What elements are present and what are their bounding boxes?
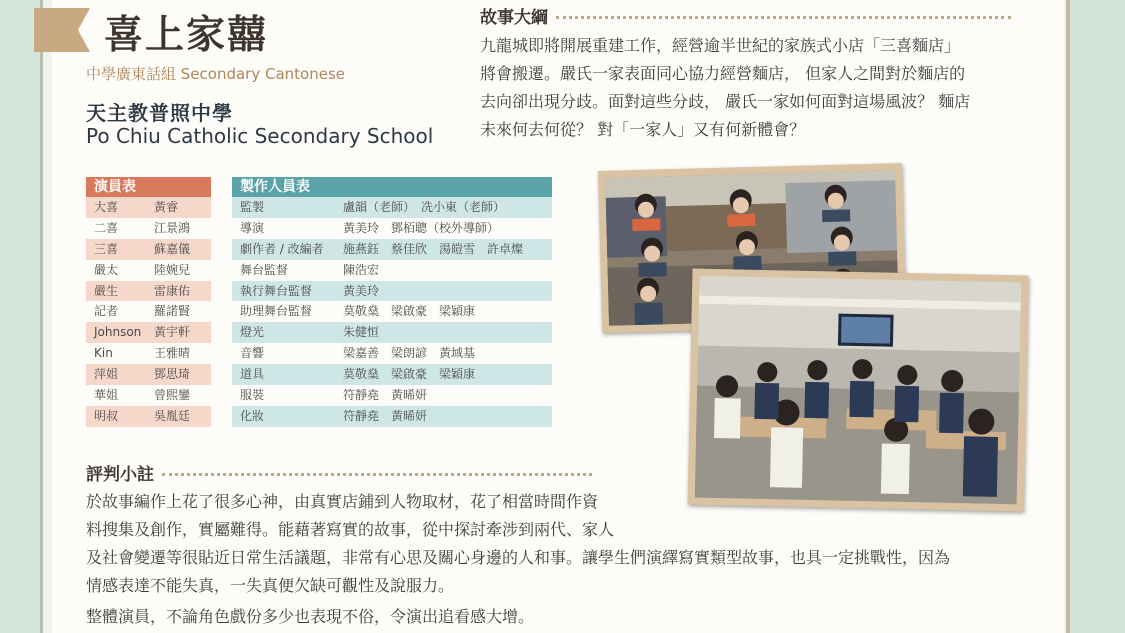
cast-actor: 王雅晴 xyxy=(154,346,191,361)
synopsis-dotted-rule xyxy=(556,16,1011,19)
crew-role: 燈光 xyxy=(240,325,265,340)
rehearsal-photo-classroom xyxy=(688,269,1029,512)
cast-role: Kin xyxy=(94,346,113,361)
crew-role: 化妝 xyxy=(240,408,265,423)
cast-row xyxy=(86,301,211,322)
cast-row xyxy=(86,197,211,218)
crew-role: 導演 xyxy=(240,220,265,235)
cast-row xyxy=(86,322,211,343)
synopsis-line: 去向卻出現分歧。面對這些分歧， 嚴氏一家如何面對這場風波？ 麵店 xyxy=(480,92,971,111)
cast-table-header: 演員表 xyxy=(86,177,211,197)
cast-row xyxy=(86,343,211,364)
crew-names: 符靜堯 黃晞妍 xyxy=(343,388,428,403)
review-line: 於故事編作上花了很多心神，由真實店鋪到人物取材，花了相當時間作資 xyxy=(86,492,599,511)
category-label: 中學廣東話組 Secondary Cantonese xyxy=(86,65,345,83)
crew-row xyxy=(232,322,552,343)
crew-names: 黃美玲 xyxy=(343,283,380,298)
cast-row xyxy=(86,218,211,239)
cast-actor: 江景鴻 xyxy=(154,220,191,235)
cast-role: 明叔 xyxy=(94,408,119,423)
cast-row xyxy=(86,281,211,302)
crew-row xyxy=(232,385,552,406)
crew-role: 監製 xyxy=(240,200,265,214)
cast-role: 嚴生 xyxy=(94,283,119,298)
crew-names: 施燕鈺 蔡佳欣 湯皚雪 許卓燦 xyxy=(343,241,524,256)
synopsis-line: 將會搬遷。嚴氏一家表面同心協力經營麵店， 但家人之間對於麵店的 xyxy=(480,64,966,83)
crew-names: 黃美玲 鄧栢聰（校外導師） xyxy=(343,220,500,235)
crew-role: 道具 xyxy=(240,367,265,382)
cast-role: 二喜 xyxy=(94,220,119,235)
cast-row xyxy=(86,260,211,281)
review-line: 料搜集及創作，實屬難得。能藉著寫實的故事，從中探討牽涉到兩代、家人 xyxy=(86,520,615,539)
cast-actor: 黃宇軒 xyxy=(154,325,191,340)
synopsis-heading xyxy=(480,3,1011,28)
cast-role: 記者 xyxy=(94,304,119,319)
cast-role: 萍姐 xyxy=(94,367,119,382)
crew-row xyxy=(232,197,552,218)
crew-names: 盧韻（老師） 冼小東（老師） xyxy=(343,200,506,214)
cast-row xyxy=(86,239,211,260)
right-margin-strip xyxy=(1070,0,1125,633)
left-border-line xyxy=(40,0,43,633)
left-margin-strip xyxy=(0,0,40,633)
cast-role: 三喜 xyxy=(94,241,119,256)
review-text xyxy=(86,488,1046,631)
cast-role: Johnson xyxy=(94,325,142,340)
cast-row xyxy=(86,385,211,406)
review-dotted-rule xyxy=(162,473,592,476)
crew-role: 服裝 xyxy=(240,388,265,403)
crew-row xyxy=(232,260,552,281)
review-line: 情感表達不能失真，一失真便欠缺可觀性及說服力。 xyxy=(86,576,455,595)
cast-actor: 陸婉兒 xyxy=(154,262,191,277)
cast-row xyxy=(86,406,211,427)
page-title: 喜上家囍 xyxy=(104,13,269,58)
cast-actor: 雷康佑 xyxy=(154,283,191,298)
review-heading-label: 評判小註 xyxy=(86,465,154,485)
crew-role: 音響 xyxy=(240,346,265,361)
crew-row xyxy=(232,218,552,239)
cast-actor: 曾熙鑾 xyxy=(154,388,191,403)
cast-actor: 黃睿 xyxy=(154,200,179,214)
cast-actor: 吳胤廷 xyxy=(154,408,191,423)
crew-role: 舞台監督 xyxy=(240,262,289,277)
school-name-chinese: 天主教普照中學 xyxy=(86,101,233,125)
crew-row xyxy=(232,364,552,385)
cast-role: 大喜 xyxy=(94,200,119,214)
ribbon-bookmark-icon xyxy=(34,8,90,52)
crew-row xyxy=(232,406,552,427)
crew-row xyxy=(232,239,552,260)
review-heading xyxy=(86,460,592,485)
cast-actor: 羅諾賢 xyxy=(154,304,191,319)
school-name-english: Po Chiu Catholic Secondary School xyxy=(86,124,434,148)
crew-role: 執行舞台監督 xyxy=(240,283,313,298)
cast-row xyxy=(86,364,211,385)
crew-role: 助理舞台監督 xyxy=(240,304,313,319)
crew-names: 朱健恒 xyxy=(343,325,380,340)
crew-table-header: 製作人員表 xyxy=(232,177,552,197)
synopsis-line: 未來何去何從？ 對「一家人」又有何新體會？ xyxy=(480,120,806,139)
review-closing: 整體演員，不論角色戲份多少也表現不俗，令演出追看感大增。 xyxy=(86,607,535,626)
cast-role: 嚴太 xyxy=(94,262,119,277)
synopsis-heading-label: 故事大綱 xyxy=(480,8,548,28)
photo-classroom-image xyxy=(695,276,1022,505)
synopsis-text xyxy=(480,32,1040,144)
crew-names: 梁嘉善 梁朗諺 黃域基 xyxy=(343,346,476,361)
crew-role: 劇作者 / 改編者 xyxy=(240,241,324,256)
cast-actor: 蘇嘉儀 xyxy=(154,241,191,256)
cast-table xyxy=(86,177,211,427)
crew-names: 符靜堯 黃晞妍 xyxy=(343,408,428,423)
crew-names: 莫敬燊 梁啟豪 梁穎康 xyxy=(343,367,476,382)
crew-row xyxy=(232,281,552,302)
crew-names: 陳浩宏 xyxy=(343,262,380,277)
crew-names: 莫敬燊 梁啟豪 梁穎康 xyxy=(343,304,476,319)
synopsis-line: 九龍城即將開展重建工作，經營逾半世紀的家族式小店「三喜麵店」 xyxy=(480,36,961,55)
cast-actor: 鄧思琦 xyxy=(154,367,191,382)
crew-row xyxy=(232,343,552,364)
crew-row xyxy=(232,301,552,322)
review-line: 及社會變遷等很貼近日常生活議題，非常有心思及關心身邊的人和事。讓學生們演繹寫實類型故事，也具一定挑戰性，因為 xyxy=(86,548,951,567)
cast-role: 華姐 xyxy=(94,388,119,403)
crew-table xyxy=(232,177,552,427)
